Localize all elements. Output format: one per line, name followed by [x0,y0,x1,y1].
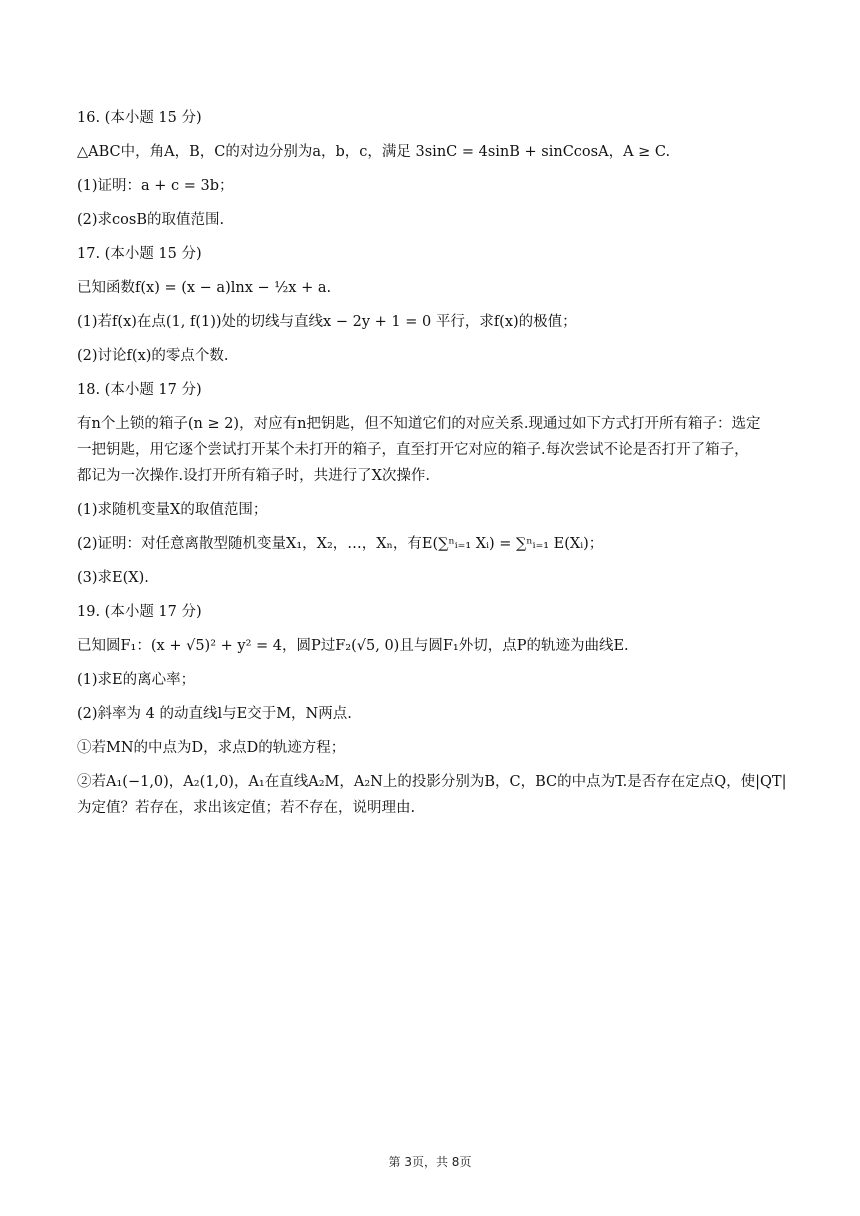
problem-18-part-2: (2)证明：对任意离散型随机变量X₁，X₂，…，Xₙ，有E(∑ⁿᵢ₌₁ Xᵢ) = ∑ⁿᵢ₌₁ E(Xᵢ)； [77,536,604,552]
problem-17-header: 17. (本小题 15 分) [77,246,202,262]
problem-19-part-2: (2)斜率为 4 的动直线l与E交于M，N两点. [77,706,352,722]
problem-18-stem-line: 都记为一次操作.设打开所有箱子时，共进行了X次操作. [77,468,431,484]
problem-16-stem: △ABC中，角A，B，C的对边分别为a，b，c，满足 3sinC = 4sinB + sinCcosA，A ≥ C. [77,144,671,160]
problem-19-subpart-1: ①若MN的中点为D，求点D的轨迹方程； [77,740,346,756]
problem-18-stem-line: 一把钥匙，用它逐个尝试打开某个未打开的箱子，直至打开它对应的箱子.每次尝试不论是否打开了箱子， [77,442,749,458]
problem-list [77,108,797,832]
problem-19-part-1: (1)求E的离心率； [77,672,196,688]
problem-16-part-2: (2)求cosB的取值范围. [77,212,225,228]
problem-19-stem: 已知圆F₁：(x + √5)² + y² = 4，圆P过F₂(√5, 0)且与圆F₁外切，点P的轨迹为曲线E. [77,638,629,654]
problem-17-stem: 已知函数f(x) = (x − a)lnx − ½x + a. [77,280,332,296]
problem-18-header: 18. (本小题 17 分) [77,382,202,398]
problem-19-subpart-2-line: ②若A₁(−1,0)，A₂(1,0)，A₁在直线A₂M，A₂N上的投影分别为B，C，BC的中点为T.是否存在定点Q，使|QT| [77,774,787,790]
problem-18-part-3: (3)求E(X). [77,570,149,586]
problem-16-header: 16. (本小题 15 分) [77,110,202,126]
problem-18-stem-line: 有n个上锁的箱子(n ≥ 2)，对应有n把钥匙，但不知道它们的对应关系.现通过如下方式打开所有箱子：选定 [77,416,761,432]
problem-19-subpart-2-line: 为定值？若存在，求出该定值；若不存在，说明理由. [77,800,416,816]
problem-17-part-2: (2)讨论f(x)的零点个数. [77,348,229,364]
problem-19-header: 19. (本小题 17 分) [77,604,202,620]
problem-18-stem [77,414,797,486]
problem-17-part-1: (1)若f(x)在点(1, f(1))处的切线与直线x − 2y + 1 = 0 平行，求f(x)的极值； [77,314,577,330]
problem-18-part-1: (1)求随机变量X的取值范围； [77,502,268,518]
page-number-footer: 第 3页，共 8页 [388,1155,472,1169]
problem-16-part-1: (1)证明：a + c = 3b； [77,178,234,194]
problem-19-subpart-2 [77,772,797,818]
